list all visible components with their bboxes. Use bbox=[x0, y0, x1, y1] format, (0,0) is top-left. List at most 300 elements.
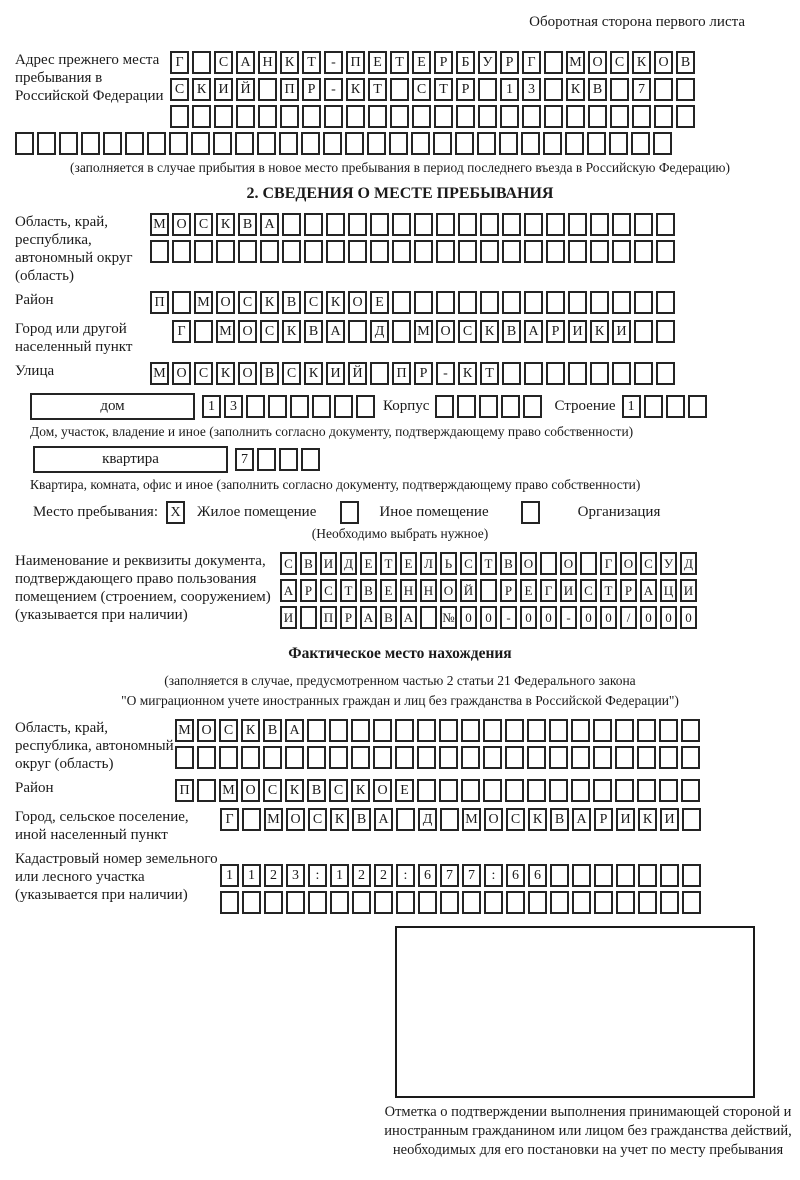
char-cell[interactable] bbox=[440, 891, 459, 914]
char-cell[interactable]: К bbox=[480, 320, 499, 343]
char-cell[interactable] bbox=[417, 719, 436, 742]
char-cell[interactable] bbox=[634, 240, 653, 263]
char-cell[interactable]: С bbox=[194, 213, 213, 236]
char-cell[interactable]: 6 bbox=[528, 864, 547, 887]
char-cell[interactable] bbox=[565, 132, 584, 155]
char-cell[interactable]: Р bbox=[302, 78, 321, 101]
char-cell[interactable] bbox=[439, 719, 458, 742]
char-cell[interactable] bbox=[681, 779, 700, 802]
char-cell[interactable]: А bbox=[360, 606, 377, 629]
char-cell[interactable]: А bbox=[280, 579, 297, 602]
char-cell[interactable] bbox=[568, 240, 587, 263]
char-cell[interactable]: 0 bbox=[580, 606, 597, 629]
char-cell[interactable] bbox=[631, 132, 650, 155]
char-cell[interactable] bbox=[268, 395, 287, 418]
char-cell[interactable] bbox=[194, 320, 213, 343]
char-cell[interactable] bbox=[654, 105, 673, 128]
char-cell[interactable]: М bbox=[264, 808, 283, 831]
char-cell[interactable] bbox=[417, 746, 436, 769]
char-cell[interactable] bbox=[594, 864, 613, 887]
char-cell[interactable]: Т bbox=[302, 51, 321, 74]
char-cell[interactable]: С bbox=[304, 291, 323, 314]
char-cell[interactable] bbox=[285, 746, 304, 769]
char-cell[interactable] bbox=[610, 105, 629, 128]
char-cell[interactable] bbox=[348, 240, 367, 263]
char-cell[interactable] bbox=[81, 132, 100, 155]
char-cell[interactable] bbox=[260, 240, 279, 263]
char-cell[interactable] bbox=[572, 864, 591, 887]
char-cell[interactable]: К bbox=[285, 779, 304, 802]
char-cell[interactable]: О bbox=[286, 808, 305, 831]
char-cell[interactable] bbox=[505, 719, 524, 742]
char-cell[interactable] bbox=[326, 240, 345, 263]
char-cell[interactable]: Р bbox=[434, 51, 453, 74]
char-cell[interactable]: Е bbox=[412, 51, 431, 74]
char-cell[interactable] bbox=[682, 864, 701, 887]
char-cell[interactable] bbox=[414, 213, 433, 236]
char-cell[interactable]: М bbox=[566, 51, 585, 74]
char-cell[interactable]: О bbox=[588, 51, 607, 74]
char-cell[interactable] bbox=[568, 291, 587, 314]
char-cell[interactable] bbox=[566, 105, 585, 128]
char-cell[interactable]: Е bbox=[520, 579, 537, 602]
char-cell[interactable] bbox=[150, 240, 169, 263]
char-cell[interactable] bbox=[543, 132, 562, 155]
char-cell[interactable]: Р bbox=[594, 808, 613, 831]
char-cell[interactable] bbox=[458, 240, 477, 263]
char-cell[interactable] bbox=[480, 579, 497, 602]
char-cell[interactable]: В bbox=[282, 291, 301, 314]
char-cell[interactable]: К bbox=[351, 779, 370, 802]
char-cell[interactable]: - bbox=[500, 606, 517, 629]
char-cell[interactable] bbox=[172, 291, 191, 314]
char-cell[interactable] bbox=[435, 395, 454, 418]
char-cell[interactable]: А bbox=[260, 213, 279, 236]
char-cell[interactable] bbox=[549, 779, 568, 802]
char-cell[interactable]: К bbox=[241, 719, 260, 742]
char-cell[interactable]: П bbox=[346, 51, 365, 74]
char-cell[interactable] bbox=[676, 78, 695, 101]
char-cell[interactable] bbox=[440, 808, 459, 831]
char-cell[interactable]: В bbox=[360, 579, 377, 602]
char-cell[interactable]: В bbox=[263, 719, 282, 742]
char-cell[interactable] bbox=[370, 362, 389, 385]
char-cell[interactable]: В bbox=[550, 808, 569, 831]
char-cell[interactable] bbox=[544, 105, 563, 128]
char-cell[interactable]: К bbox=[280, 51, 299, 74]
char-cell[interactable] bbox=[197, 746, 216, 769]
char-cell[interactable] bbox=[324, 105, 343, 128]
char-cell[interactable] bbox=[637, 719, 656, 742]
char-cell[interactable]: М bbox=[194, 291, 213, 314]
char-cell[interactable]: О bbox=[172, 362, 191, 385]
char-cell[interactable] bbox=[258, 78, 277, 101]
char-cell[interactable]: 2 bbox=[352, 864, 371, 887]
char-cell[interactable]: С bbox=[329, 779, 348, 802]
char-cell[interactable]: Г bbox=[522, 51, 541, 74]
char-cell[interactable] bbox=[461, 746, 480, 769]
char-cell[interactable]: К bbox=[638, 808, 657, 831]
char-cell[interactable] bbox=[638, 864, 657, 887]
char-cell[interactable]: П bbox=[392, 362, 411, 385]
char-cell[interactable]: - bbox=[324, 51, 343, 74]
char-cell[interactable]: О bbox=[197, 719, 216, 742]
char-cell[interactable] bbox=[170, 105, 189, 128]
char-cell[interactable]: С bbox=[412, 78, 431, 101]
char-cell[interactable] bbox=[544, 51, 563, 74]
char-cell[interactable]: О bbox=[172, 213, 191, 236]
char-cell[interactable]: К bbox=[326, 291, 345, 314]
char-cell[interactable]: Е bbox=[360, 552, 377, 575]
char-cell[interactable] bbox=[550, 891, 569, 914]
char-cell[interactable] bbox=[682, 891, 701, 914]
char-cell[interactable]: Е bbox=[370, 291, 389, 314]
char-cell[interactable] bbox=[656, 240, 675, 263]
char-cell[interactable]: 7 bbox=[632, 78, 651, 101]
char-cell[interactable] bbox=[656, 291, 675, 314]
char-cell[interactable] bbox=[192, 105, 211, 128]
char-cell[interactable] bbox=[175, 746, 194, 769]
char-cell[interactable]: С bbox=[219, 719, 238, 742]
char-cell[interactable]: Г bbox=[540, 579, 557, 602]
char-cell[interactable] bbox=[681, 746, 700, 769]
char-cell[interactable] bbox=[172, 240, 191, 263]
char-cell[interactable]: И bbox=[280, 606, 297, 629]
char-cell[interactable] bbox=[478, 78, 497, 101]
char-cell[interactable] bbox=[590, 362, 609, 385]
char-cell[interactable] bbox=[439, 779, 458, 802]
char-cell[interactable]: О bbox=[654, 51, 673, 74]
char-cell[interactable]: С bbox=[260, 320, 279, 343]
char-cell[interactable]: У bbox=[478, 51, 497, 74]
char-cell[interactable] bbox=[396, 808, 415, 831]
char-cell[interactable]: Т bbox=[480, 552, 497, 575]
char-cell[interactable] bbox=[263, 746, 282, 769]
char-cell[interactable] bbox=[499, 132, 518, 155]
char-cell[interactable] bbox=[330, 891, 349, 914]
char-cell[interactable] bbox=[549, 746, 568, 769]
char-cell[interactable]: С bbox=[238, 291, 257, 314]
char-cell[interactable]: 0 bbox=[680, 606, 697, 629]
char-cell[interactable]: М bbox=[175, 719, 194, 742]
char-cell[interactable]: С bbox=[214, 51, 233, 74]
char-cell[interactable] bbox=[434, 105, 453, 128]
char-cell[interactable]: Р bbox=[620, 579, 637, 602]
char-cell[interactable] bbox=[329, 746, 348, 769]
char-cell[interactable] bbox=[192, 51, 211, 74]
char-cell[interactable] bbox=[659, 719, 678, 742]
char-cell[interactable]: 0 bbox=[600, 606, 617, 629]
char-cell[interactable]: Р bbox=[300, 579, 317, 602]
char-cell[interactable] bbox=[395, 746, 414, 769]
char-cell[interactable] bbox=[656, 362, 675, 385]
char-cell[interactable]: М bbox=[462, 808, 481, 831]
char-cell[interactable]: 0 bbox=[640, 606, 657, 629]
char-cell[interactable]: А bbox=[374, 808, 393, 831]
char-cell[interactable]: Й bbox=[236, 78, 255, 101]
char-cell[interactable] bbox=[644, 395, 663, 418]
char-cell[interactable] bbox=[612, 240, 631, 263]
char-cell[interactable]: 0 bbox=[480, 606, 497, 629]
char-cell[interactable]: Н bbox=[400, 579, 417, 602]
char-cell[interactable] bbox=[616, 891, 635, 914]
char-cell[interactable] bbox=[612, 362, 631, 385]
char-cell[interactable] bbox=[571, 779, 590, 802]
char-cell[interactable]: И bbox=[568, 320, 587, 343]
char-cell[interactable] bbox=[477, 132, 496, 155]
char-cell[interactable] bbox=[659, 779, 678, 802]
char-cell[interactable]: О bbox=[373, 779, 392, 802]
char-cell[interactable] bbox=[654, 78, 673, 101]
char-cell[interactable]: К bbox=[528, 808, 547, 831]
char-cell[interactable] bbox=[590, 240, 609, 263]
char-cell[interactable] bbox=[527, 746, 546, 769]
char-cell[interactable] bbox=[191, 132, 210, 155]
char-cell[interactable]: Т bbox=[368, 78, 387, 101]
char-cell[interactable]: П bbox=[280, 78, 299, 101]
char-cell[interactable] bbox=[609, 132, 628, 155]
char-cell[interactable]: Е bbox=[380, 579, 397, 602]
char-cell[interactable]: К bbox=[260, 291, 279, 314]
char-cell[interactable] bbox=[348, 213, 367, 236]
char-cell[interactable] bbox=[480, 240, 499, 263]
char-cell[interactable] bbox=[546, 240, 565, 263]
char-cell[interactable] bbox=[290, 395, 309, 418]
char-cell[interactable]: К bbox=[282, 320, 301, 343]
char-cell[interactable]: 2 bbox=[264, 864, 283, 887]
char-cell[interactable] bbox=[246, 395, 265, 418]
char-cell[interactable]: Т bbox=[390, 51, 409, 74]
char-cell[interactable]: 6 bbox=[418, 864, 437, 887]
char-cell[interactable] bbox=[587, 132, 606, 155]
char-cell[interactable] bbox=[524, 291, 543, 314]
char-cell[interactable] bbox=[660, 864, 679, 887]
char-cell[interactable]: Д bbox=[680, 552, 697, 575]
char-cell[interactable]: 7 bbox=[440, 864, 459, 887]
char-cell[interactable] bbox=[502, 213, 521, 236]
char-cell[interactable] bbox=[301, 448, 320, 471]
char-cell[interactable]: 0 bbox=[660, 606, 677, 629]
char-cell[interactable] bbox=[638, 891, 657, 914]
char-cell[interactable] bbox=[37, 132, 56, 155]
char-cell[interactable] bbox=[194, 240, 213, 263]
char-cell[interactable] bbox=[612, 213, 631, 236]
char-cell[interactable] bbox=[549, 719, 568, 742]
char-cell[interactable]: К bbox=[216, 213, 235, 236]
char-cell[interactable]: Г bbox=[220, 808, 239, 831]
char-cell[interactable] bbox=[634, 362, 653, 385]
char-cell[interactable] bbox=[15, 132, 34, 155]
char-cell[interactable] bbox=[653, 132, 672, 155]
char-cell[interactable]: X bbox=[166, 501, 185, 524]
char-cell[interactable]: 7 bbox=[235, 448, 254, 471]
char-cell[interactable] bbox=[505, 746, 524, 769]
char-cell[interactable]: О bbox=[238, 320, 257, 343]
char-cell[interactable] bbox=[396, 891, 415, 914]
char-cell[interactable]: К bbox=[632, 51, 651, 74]
char-cell[interactable]: П bbox=[320, 606, 337, 629]
char-cell[interactable] bbox=[214, 105, 233, 128]
char-cell[interactable] bbox=[524, 240, 543, 263]
char-cell[interactable] bbox=[660, 891, 679, 914]
char-cell[interactable] bbox=[279, 132, 298, 155]
char-cell[interactable] bbox=[197, 779, 216, 802]
char-cell[interactable]: У bbox=[660, 552, 677, 575]
char-cell[interactable] bbox=[392, 291, 411, 314]
char-cell[interactable] bbox=[390, 78, 409, 101]
char-cell[interactable] bbox=[282, 213, 301, 236]
char-cell[interactable] bbox=[521, 132, 540, 155]
char-cell[interactable] bbox=[478, 105, 497, 128]
char-cell[interactable] bbox=[373, 746, 392, 769]
char-cell[interactable]: - bbox=[324, 78, 343, 101]
char-cell[interactable]: Р bbox=[340, 606, 357, 629]
char-cell[interactable] bbox=[610, 78, 629, 101]
char-cell[interactable] bbox=[286, 891, 305, 914]
char-cell[interactable] bbox=[216, 240, 235, 263]
char-cell[interactable] bbox=[257, 132, 276, 155]
char-cell[interactable] bbox=[500, 105, 519, 128]
char-cell[interactable] bbox=[235, 132, 254, 155]
char-cell[interactable] bbox=[524, 362, 543, 385]
char-cell[interactable]: И bbox=[320, 552, 337, 575]
char-cell[interactable] bbox=[457, 395, 476, 418]
char-cell[interactable] bbox=[304, 240, 323, 263]
char-cell[interactable] bbox=[374, 891, 393, 914]
char-cell[interactable] bbox=[348, 320, 367, 343]
char-cell[interactable]: 1 bbox=[220, 864, 239, 887]
char-cell[interactable] bbox=[340, 501, 359, 524]
char-cell[interactable] bbox=[392, 240, 411, 263]
char-cell[interactable]: 1 bbox=[622, 395, 641, 418]
char-cell[interactable] bbox=[568, 362, 587, 385]
char-cell[interactable] bbox=[439, 746, 458, 769]
char-cell[interactable] bbox=[420, 606, 437, 629]
char-cell[interactable]: О bbox=[620, 552, 637, 575]
char-cell[interactable]: А bbox=[236, 51, 255, 74]
char-cell[interactable]: О bbox=[436, 320, 455, 343]
char-cell[interactable]: К bbox=[216, 362, 235, 385]
char-cell[interactable]: С bbox=[640, 552, 657, 575]
char-cell[interactable] bbox=[590, 213, 609, 236]
char-cell[interactable]: 0 bbox=[540, 606, 557, 629]
char-cell[interactable]: С bbox=[280, 552, 297, 575]
char-cell[interactable] bbox=[501, 395, 520, 418]
char-cell[interactable] bbox=[329, 719, 348, 742]
char-cell[interactable]: А bbox=[640, 579, 657, 602]
char-cell[interactable] bbox=[257, 448, 276, 471]
char-cell[interactable] bbox=[483, 746, 502, 769]
char-cell[interactable]: - bbox=[560, 606, 577, 629]
char-cell[interactable]: № bbox=[440, 606, 457, 629]
char-cell[interactable]: П bbox=[175, 779, 194, 802]
char-cell[interactable] bbox=[666, 395, 685, 418]
char-cell[interactable] bbox=[236, 105, 255, 128]
char-cell[interactable] bbox=[546, 213, 565, 236]
char-cell[interactable] bbox=[590, 291, 609, 314]
char-cell[interactable]: Р bbox=[500, 579, 517, 602]
char-cell[interactable] bbox=[301, 132, 320, 155]
char-cell[interactable]: 0 bbox=[520, 606, 537, 629]
char-cell[interactable] bbox=[304, 213, 323, 236]
char-cell[interactable]: С bbox=[308, 808, 327, 831]
char-cell[interactable] bbox=[308, 891, 327, 914]
char-cell[interactable] bbox=[546, 362, 565, 385]
char-cell[interactable] bbox=[656, 213, 675, 236]
char-cell[interactable] bbox=[307, 746, 326, 769]
char-cell[interactable]: 1 bbox=[242, 864, 261, 887]
char-cell[interactable] bbox=[302, 105, 321, 128]
char-cell[interactable]: С bbox=[506, 808, 525, 831]
char-cell[interactable]: Т bbox=[600, 579, 617, 602]
char-cell[interactable]: С bbox=[194, 362, 213, 385]
char-cell[interactable]: О bbox=[440, 579, 457, 602]
char-cell[interactable]: Г bbox=[600, 552, 617, 575]
char-cell[interactable] bbox=[238, 240, 257, 263]
char-cell[interactable]: Р bbox=[414, 362, 433, 385]
char-cell[interactable]: Е bbox=[368, 51, 387, 74]
char-cell[interactable] bbox=[612, 291, 631, 314]
char-cell[interactable] bbox=[312, 395, 331, 418]
char-cell[interactable] bbox=[528, 891, 547, 914]
char-cell[interactable] bbox=[594, 891, 613, 914]
char-cell[interactable]: Й bbox=[348, 362, 367, 385]
char-cell[interactable] bbox=[147, 132, 166, 155]
char-cell[interactable]: И bbox=[680, 579, 697, 602]
char-cell[interactable]: К bbox=[330, 808, 349, 831]
char-cell[interactable]: В bbox=[500, 552, 517, 575]
char-cell[interactable] bbox=[568, 213, 587, 236]
char-cell[interactable] bbox=[615, 746, 634, 769]
char-cell[interactable] bbox=[414, 291, 433, 314]
kvartira-box[interactable]: квартира bbox=[33, 446, 228, 473]
char-cell[interactable] bbox=[681, 719, 700, 742]
char-cell[interactable] bbox=[368, 105, 387, 128]
char-cell[interactable]: - bbox=[436, 362, 455, 385]
char-cell[interactable]: Р bbox=[500, 51, 519, 74]
char-cell[interactable]: Г bbox=[172, 320, 191, 343]
char-cell[interactable] bbox=[688, 395, 707, 418]
dom-box[interactable]: дом bbox=[30, 393, 195, 420]
char-cell[interactable] bbox=[502, 362, 521, 385]
char-cell[interactable] bbox=[527, 779, 546, 802]
char-cell[interactable]: 2 bbox=[374, 864, 393, 887]
char-cell[interactable]: К bbox=[458, 362, 477, 385]
char-cell[interactable] bbox=[220, 891, 239, 914]
char-cell[interactable] bbox=[351, 746, 370, 769]
char-cell[interactable]: О bbox=[520, 552, 537, 575]
char-cell[interactable]: В bbox=[300, 552, 317, 575]
char-cell[interactable]: М bbox=[414, 320, 433, 343]
char-cell[interactable] bbox=[571, 719, 590, 742]
char-cell[interactable] bbox=[326, 213, 345, 236]
char-cell[interactable]: А bbox=[524, 320, 543, 343]
char-cell[interactable] bbox=[550, 864, 569, 887]
char-cell[interactable] bbox=[279, 448, 298, 471]
char-cell[interactable]: Е bbox=[400, 552, 417, 575]
char-cell[interactable]: : bbox=[484, 864, 503, 887]
char-cell[interactable]: В bbox=[502, 320, 521, 343]
char-cell[interactable]: И bbox=[214, 78, 233, 101]
char-cell[interactable]: Д bbox=[418, 808, 437, 831]
char-cell[interactable]: И bbox=[616, 808, 635, 831]
char-cell[interactable]: К bbox=[566, 78, 585, 101]
char-cell[interactable]: О bbox=[216, 291, 235, 314]
char-cell[interactable]: А bbox=[326, 320, 345, 343]
char-cell[interactable] bbox=[323, 132, 342, 155]
char-cell[interactable]: 3 bbox=[286, 864, 305, 887]
char-cell[interactable] bbox=[676, 105, 695, 128]
